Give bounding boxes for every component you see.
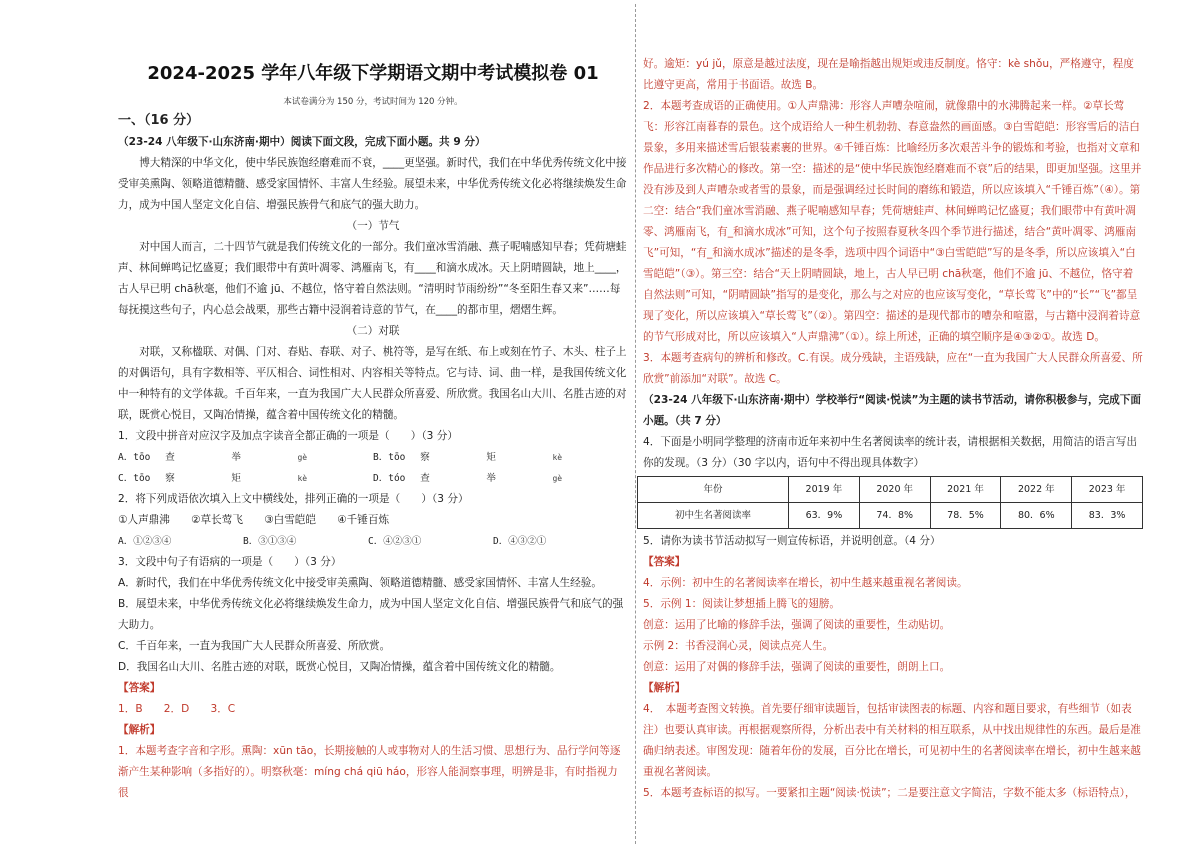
right-column [643,0,1143,804]
answer-5-example-1: 5．示例 1：阅读让梦想插上腾飞的翅膀。 [643,598,840,610]
option-text: 察 [165,473,175,484]
option-text: 查 [165,452,175,463]
explanation-1-continued: 好。逾矩：yú jǔ，原意是越过法度，现在是喻指越出规矩或违反制度。恪守：kè shǒu，严格遵守，程度比遵守更高，常用于书面语。故选 B。 [643,58,1134,91]
exam-title: 2024-2025 学年八年级下学期语文期中考试模拟卷 01 [147,63,599,84]
option-a-label: A．tōo [118,452,151,463]
column-divider [635,4,636,844]
option-d: D．④③②① [493,536,547,547]
option-text: 察 [420,452,430,463]
question-3-option-c: C．千百年来，一直为我国广大人民群众所喜爱、所欣赏。 [118,640,391,652]
table-header-cell: 2021 年 [930,477,1001,503]
section-heading: 一、（16 分） [118,113,200,128]
subheading-duilian: （二）对联 [346,325,400,337]
passage-paragraph-2: 对中国人而言，二十四节气就是我们传统文化的一部分。我们童冰雪消融、燕子呢喃感知早春；凭荷塘蛙声、林间蝉鸣记忆盛夏；我们眼带中有黄叶凋零、鸿雁南飞，有____和滴水成冰。天上阴晴圆缺，地上____，古人早已明 chā秋毫，他们不逾 jū、不越位，恪守着自然法则。“清明时节雨纷纷”“冬至阳生春又来”……每每抚摸这些句子，内心总会战栗，那些古籍中浸润着诗意的节气，在____的都市里，熠熠生辉。 [118,241,627,316]
option-text: gè [297,453,308,462]
option-text: kè [297,474,308,483]
table-cell: 初中生名著阅读率 [638,503,789,529]
table-cell: 83．3% [1072,503,1143,529]
question-3-option-b: B．展望未来，中华优秀传统文化必将继续焕发生命力，成为中国人坚定文化自信、增强民族骨气和底气的强大助力。 [118,598,624,631]
table-header-cell: 2019 年 [789,477,860,503]
option-c: C．④②③① [368,536,422,547]
answer-label: 【答案】 [118,682,161,694]
option-text: gè [552,474,563,483]
explanation-3: 3．本题考查病句的辨析和修改。C.有误。成分残缺，主语残缺，应在“一直为我国广大人民群众所喜爱、所欣赏”前添加“对联”。故选 C。 [643,352,1143,385]
option-c-label: C．tōo [118,473,151,484]
question-2-idioms: ①人声鼎沸 ②草长莺飞 ③白雪皑皑 ④千锤百炼 [118,514,390,526]
question-1-options-ab [118,447,628,468]
table-cell: 74．8% [859,503,930,529]
answer-4: 4．示例：初中生的名著阅读率在增长，初中生越来越重视名著阅读。 [643,577,968,589]
explanation-label: 【解析】 [118,724,161,736]
option-text: 举 [486,473,496,484]
passage-paragraph-1: 博大精深的中华文化，使中华民族饱经磨难而不衰，____更坚强。新时代，我们在中华优秀传统文化中接受审美熏陶、领略道德精髓、感受家国情怀、丰富人生经验。展望未来，中华优秀传统文化必将继续焕发生命力，成为中国人坚定文化自信、增强民族骨气和底气的强大助力。 [118,157,627,211]
table-cell: 80．6% [1001,503,1072,529]
passage-intro-2: （23-24 八年级下·山东济南·期中）学校举行“阅读·悦读”为主题的读书节活动，请你积极参与，完成下面小题。（共 7 分） [643,394,1141,427]
answer-text: 1．B 2．D 3．C [118,703,236,715]
table-row [638,503,1143,529]
option-text: kè [552,453,563,462]
answer-5-example-2: 示例 2：书香浸润心灵，阅读点亮人生。 [643,640,834,652]
passage-paragraph-3: 对联，又称楹联、对偶、门对、春贴、春联、对子、桃符等，是写在纸、布上或刻在竹子、木头、柱子上的对偶语句，具有字数相等、平仄相合、词性相对、内容相关等特点。它与诗、词、曲一样，是我国传统文化中一种特有的文学体裁。千百年来，一直为我国广大人民群众所喜爱、所欣赏。我国名山大川、名胜古迹的对联，既赏心悦目，又陶冶情操，蕴含着中国传统文化的精髓。 [118,346,627,421]
option-text: 查 [420,473,430,484]
explanation-1: 1．本题考查字音和字形。熏陶：xūn tāo，长期接触的人或事物对人的生活习惯、思想行为、品行学问等逐渐产生某种影响（多指好的）。明察秋毫：míng chá qiū háo，形容人能洞察事理，明辨是非，有时指视力很 [118,745,621,799]
question-3: 3．文段中句子有语病的一项是（ ）（3 分） [118,556,342,568]
explanation-label-2: 【解析】 [643,682,686,694]
option-text: 矩 [486,452,496,463]
option-b: B．③①③④ [243,536,297,547]
question-2: 2．将下列成语依次填入上文中横线处，排列正确的一项是（ ）（3 分） [118,493,469,505]
table-cell: 78．5% [930,503,1001,529]
question-1: 1．文段中拼音对应汉字及加点字读音全都正确的一项是（ ）（3 分） [118,430,458,442]
table-row [638,477,1143,503]
table-cell: 63．9% [789,503,860,529]
answer-label-2: 【答案】 [643,556,686,568]
explanation-5: 5．本题考查标语的拟写。一要紧扣主题“阅读·悦读”；二是要注意文字简洁，字数不能太多（标语特点）， [643,787,1136,799]
exam-note: 本试卷满分为 150 分，考试时间为 120 分钟。 [283,97,463,107]
question-3-option-d: D．我国名山大川、名胜古迹的对联，既赏心悦目，又陶冶情操，蕴含着中国传统文化的精髓。 [118,661,561,673]
question-5: 5．请你为读书节活动拟写一则宣传标语，并说明创意。（4 分） [643,535,941,547]
table-header-cell: 年份 [638,477,789,503]
table-header-cell: 2020 年 [859,477,930,503]
option-a: A．①②③④ [118,536,172,547]
left-column [118,0,628,804]
answer-5-creative-2: 创意：运用了对偶的修辞手法，强调了阅读的重要性，朗朗上口。 [643,661,951,673]
option-text: 举 [231,452,241,463]
explanation-4: 4． 本题考查图文转换。首先要仔细审读题旨，包括审读图表的标题、内容和题目要求，有些细节（如表注）也要认真审读。再根据观察所得，分析出表中有关材料的相互联系，从中找出规律性的东西。最后是准确归纳表述。审图发现：随着年份的发展，百分比在增长，可见初中生的名著阅读率在增长，初中生越来越重视名著阅读。 [643,703,1141,778]
table-header-cell: 2022 年 [1001,477,1072,503]
table-header-cell: 2023 年 [1072,477,1143,503]
option-text: 矩 [231,473,241,484]
option-d-label: D．tóo [373,473,406,484]
question-1-options-cd [118,468,628,489]
question-2-options [118,531,628,552]
passage-intro: （23-24 八年级下·山东济南·期中）阅读下面文段，完成下面小题。共 9 分） [118,136,486,148]
explanation-2: 2．本题考查成语的正确使用。①人声鼎沸：形容人声嘈杂喧闹，就像鼎中的水沸腾起来一样。②草长莺飞：形容江南暮春的景色。这个成语给人一种生机勃勃、春意盎然的画面感。③白雪皑皑：形容雪后的洁白景象，多用来描述雪后银装素裹的世界。④千锤百炼：比喻经历多次艰苦斗争的锻炼和考验，也指对文章和作品进行多次精心的修改。第一空：描述的是“使中华民族饱经磨难而不衰”后的结果，即更加坚强。这里并没有涉及到人声嘈杂或者雪的景象，而是强调经过长时间的磨练和锻造，所以应该填入“千锤百炼”（④）。第二空：结合“我们童冰雪消融、燕子呢喃感知早春；凭荷塘蛙声、林间蝉鸣记忆盛夏；我们眼带中有黄叶凋零、鸿雁南飞，有_和滴水成冰”可知，这个句子按照春夏秋冬四个季节进行描述，结合“黄叶凋零、鸿雁南飞”可知，“有_和滴水成冰”描述的是冬季，选项中四个词语中“③白雪皑皑”写的是冬季，所以应该填入“白雪皑皑”（③）。第三空：结合“天上阴晴圆缺，地上，古人早已明 chā秋毫，他们不逾 jū、不越位，恪守着自然法则”可知，“阴晴圆缺”指写的是变化，那么与之对应的也应该写变化，“草长莺飞”中的“长”“飞”都呈现了变化，所以应该填入“草长莺飞”（②）。第四空：描述的是现代都市的嘈杂和喧嚣，与古籍中浸润着诗意的节气形成对比，所以应该填入“人声鼎沸”（①）。综上所述，正确的填空顺序是④③②①。故选 D。 [643,100,1142,343]
option-b-label: B．tōo [373,452,406,463]
question-4: 4．下面是小明同学整理的济南市近年来初中生名著阅读率的统计表，请根据相关数据，用简洁的语言写出你的发现。（3 分）（30 字以内，语句中不得出现具体数字） [643,436,1138,469]
reading-rate-table [637,476,1143,529]
answer-5-creative-1: 创意：运用了比喻的修辞手法，强调了阅读的重要性，生动贴切。 [643,619,951,631]
subheading-jieqi: （一）节气 [346,220,400,232]
question-3-option-a: A．新时代，我们在中华优秀传统文化中接受审美熏陶、领略道德精髓、感受家国情怀、丰富人生经验。 [118,577,602,589]
